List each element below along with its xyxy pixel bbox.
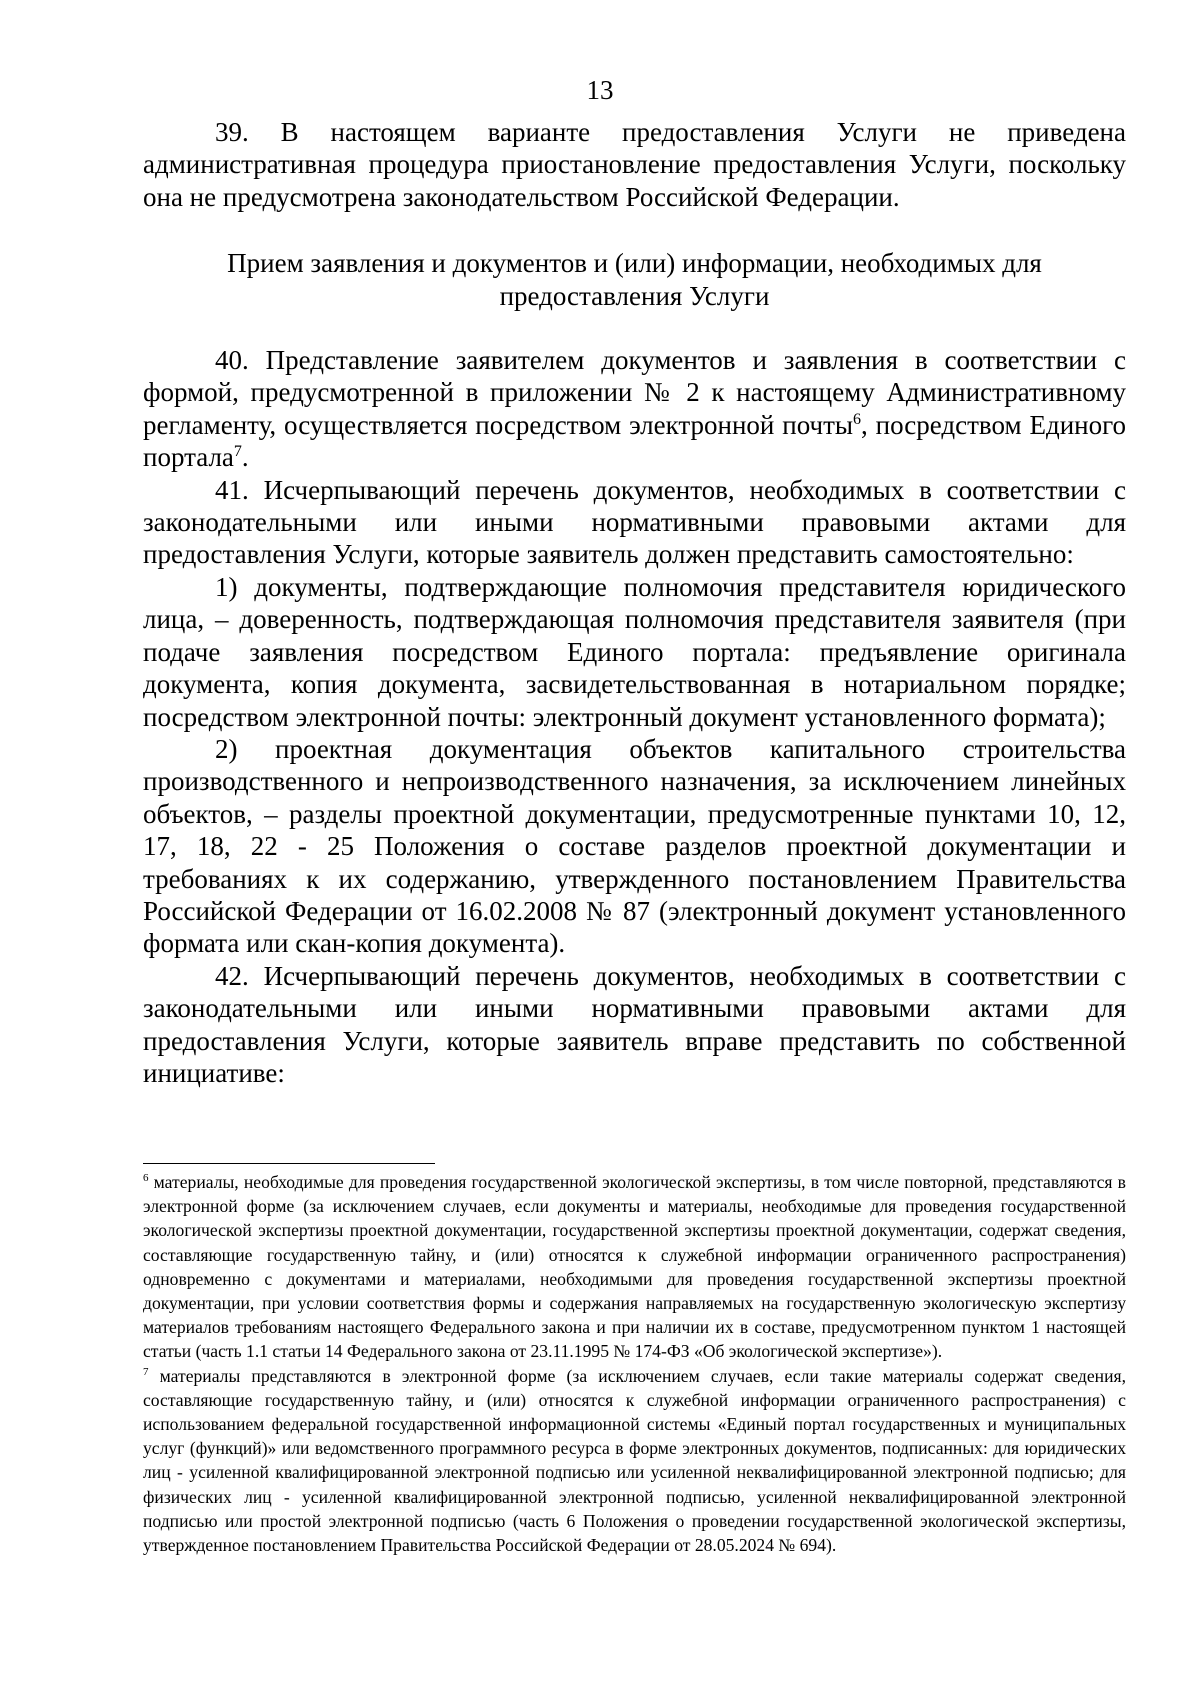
paragraph-42: 42. Исчерпывающий перечень документов, необходимых в соответствии с законодательными или иными нормативными правовыми актами для предоставления Услуги, которые заявитель вправе представить по собственной инициативе: [143, 960, 1126, 1088]
footnote-separator [143, 1163, 435, 1164]
paragraph-41-item-2: 2) проектная документация объектов капитального строительства производственного и непроизводственного назначения, за исключением линейных объектов, – разделы проектной документации, предусмотренные пунктами 10, 12, 17, 18, 22 - 25 Положения о составе разделов проектной документации и требованиях к их содержанию, утвержденного постановлением Правительства Российской Федерации от 16.02.2008 № 87 (электронный документ установленного формата или скан-копия документа). [143, 733, 1126, 959]
paragraph-39: 39. В настоящем варианте предоставления Услуги не приведена административная процедура приостановление предоставления Услуги, поскольку она не предусмотрена законодательством Российской Федерации. [143, 117, 1126, 212]
paragraph-40-text-end: . [241, 442, 249, 473]
paragraph-40-text-middle: , посредством Единого портала [143, 409, 1126, 473]
paragraph-41-item-1: 1) документы, подтверждающие полномочия представителя юридического лица, – доверенность, подтверждающая полномочия представителя заявителя (при подаче заявления посредством Единого портала: предъявление оригинала документа, копия документа, засвидетельствованная в нотариальном порядке; посредством электронной почты: электронный документ установленного формата); [143, 571, 1126, 732]
footnote-mark-7: 7 [143, 1365, 149, 1378]
document-body [143, 116, 1126, 1089]
paragraph-41: 41. Исчерпывающий перечень документов, необходимых в соответствии с законодательными или иными нормативными правовыми актами для предоставления Услуги, которые заявитель должен представить самостоятельно: [143, 474, 1126, 570]
footnote-6-text: материалы, необходимые для проведения государственной экологической экспертизы, в том числе повторной, представляются в электронной форме (за исключением случаев, если документы и материалы, необходимые для проведения государственной экологической экспертизы проектной документации, государственной экспертизы проектной документации, содержат сведения, составляющие государственную тайну, и (или) относятся к служебной информации ограниченного распространения) одновременно с документами и материалами, необходимыми для проведения государственной экспертизы проектной документации, при условии соответствия формы и содержания направляемых на государственную экологическую экспертизу материалов требованиям настоящего Федерального закона и при наличии их в составе, предусмотренном пунктом 1 настоящей статьи (часть 1.1 статьи 14 Федерального закона от 23.11.1995 № 174-ФЗ «Об экологической экспертизе»). [143, 1172, 1126, 1362]
footnote-7-text: материалы представляются в электронной форме (за исключением случаев, если такие материалы содержат сведения, составляющие государственную тайну, и (или) относятся к служебной информации ограниченного распространения) с использованием федеральной государственной информационной системы «Единый портал государственных и муниципальных услуг (функций)» или ведомственного программного ресурса в форме электронных документов, подписанных: для юридических лиц - усиленной квалифицированной электронной подписью или усиленной неквалифицированной электронной подписью; для физических лиц - усиленной квалифицированной электронной подписью, усиленной неквалифицированной электронной подписью или простой электронной подписью (часть 6 Положения о проведении государственной экологической экспертизы, утвержденное постановлением Правительства Российской Федерации от 28.05.2024 № 694). [143, 1365, 1126, 1556]
footnote-ref-6[interactable]: 6 [853, 410, 862, 428]
footnotes-section [143, 1170, 1126, 1557]
paragraph-40-text-start: 40. Представление заявителем документов и заявления в соответствии с формой, предусмотренной в приложении № 2 к настоящему Административному регламенту, осуществляется посредством электронной почты [143, 345, 1126, 440]
footnote-ref-7[interactable]: 7 [233, 443, 242, 461]
footnote-6 [143, 1170, 1126, 1364]
footnote-mark-6: 6 [143, 1172, 149, 1185]
footnote-7 [143, 1364, 1126, 1558]
section-heading: Прием заявления и документов и (или) информации, необходимых для предоставления Услуги [227, 248, 1042, 311]
paragraph-40 [143, 344, 1126, 474]
page-number: 13 [586, 75, 614, 105]
